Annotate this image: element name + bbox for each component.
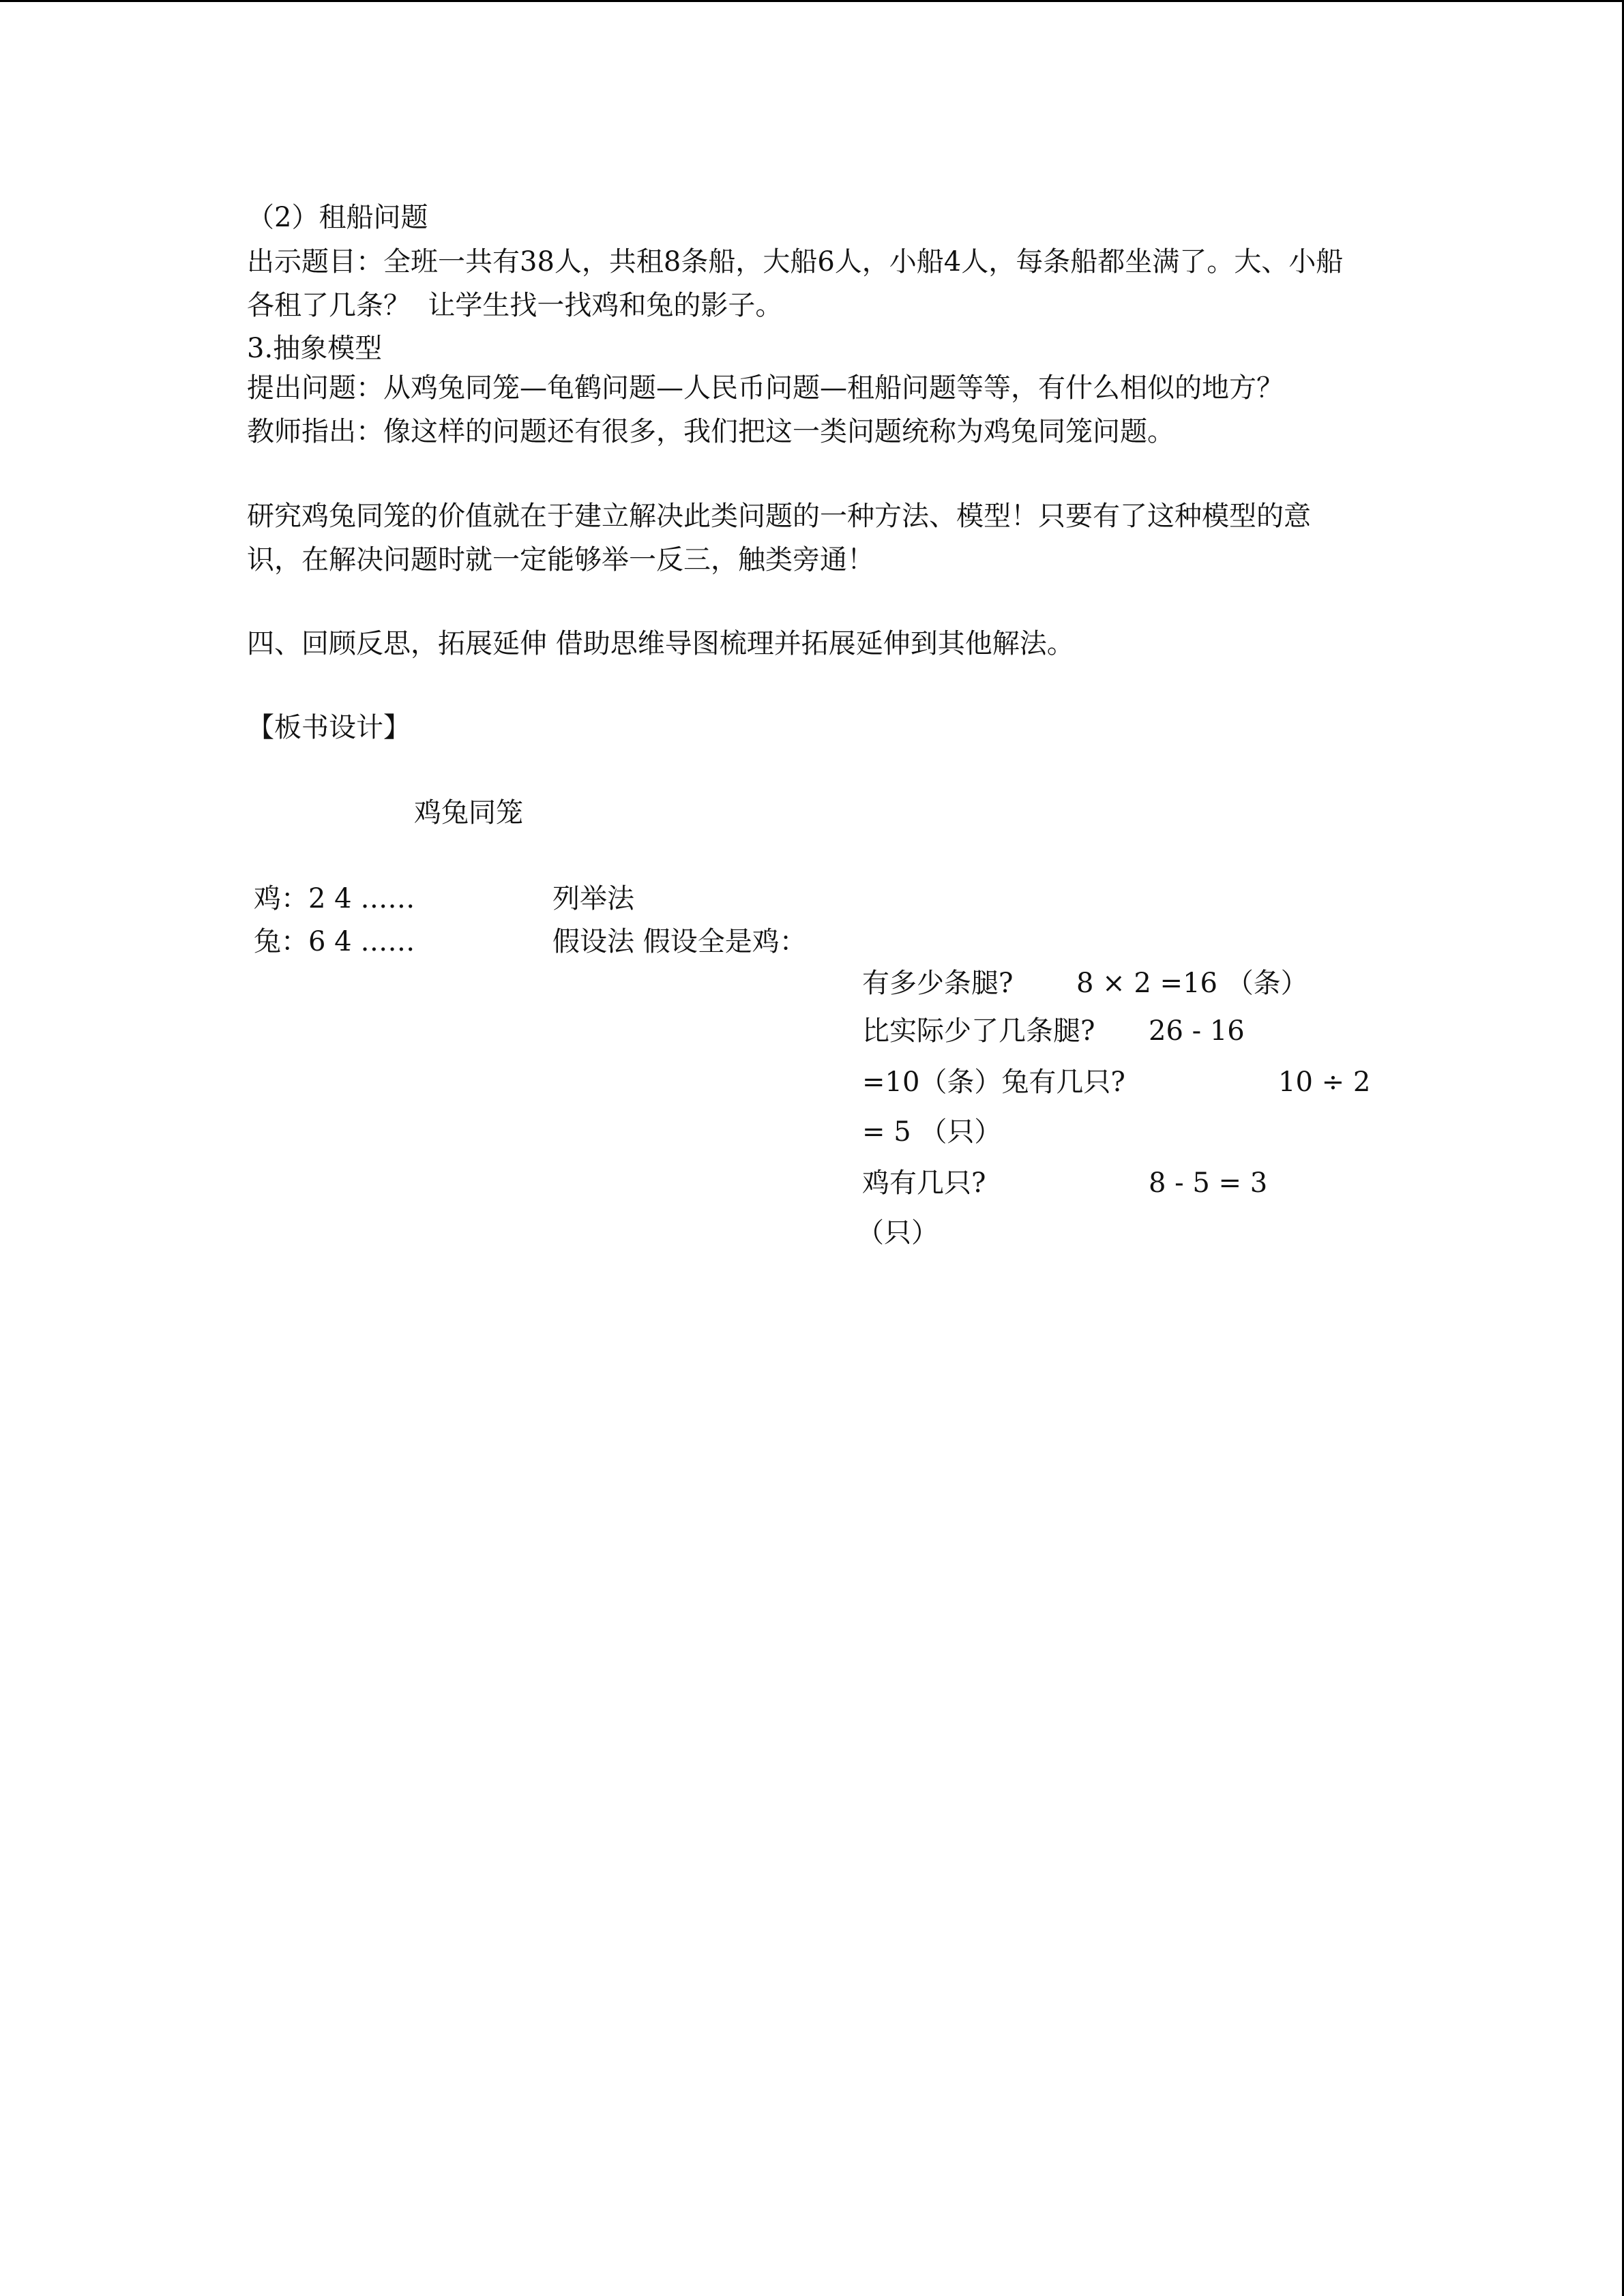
board-step4-formula: 8 - 5 = 3	[1149, 1167, 1268, 1199]
board-step1-question: 有多少条腿?	[862, 968, 1014, 999]
rent-boat-problem-line-1: 出示题目：全班一共有38人，共租8条船，大船6人，小船4人，每条船都坐满了。大、小船	[247, 246, 1344, 278]
board-step3-prefix: =10（条）兔有几只?	[862, 1067, 1125, 1098]
teacher-paragraph: 教师指出：像这样的问题还有很多，我们把这一类问题统称为鸡兔同笼问题。	[247, 416, 1175, 447]
board-step2-formula: 26 - 16	[1149, 1015, 1245, 1047]
board-method-assume: 假设法 假设全是鸡：	[552, 926, 807, 957]
review-paragraph: 四、回顾反思，拓展延伸 借助思维导图梳理并拓展延伸到其他解法。	[247, 628, 1074, 659]
rent-boat-problem-line-2: 各租了几条？ 让学生找一找鸡和兔的影子。	[247, 290, 783, 321]
board-step3-formula: 10 ÷ 2	[1278, 1067, 1371, 1098]
page-top-border	[0, 0, 1624, 2]
board-step4-unit: （只）	[857, 1217, 939, 1249]
board-chicken-row: 鸡：2 4 ……	[254, 883, 415, 914]
value-paragraph-line-2: 识，在解决问题时就一定能够举一反三，触类旁通！	[247, 544, 874, 576]
board-step3-result: = 5 （只）	[862, 1116, 1002, 1148]
board-step1-formula: 8 × 2 =16 （条）	[1076, 968, 1308, 999]
board-title: 鸡兔同笼	[414, 797, 523, 829]
board-step2-question: 比实际少了几条腿?	[862, 1015, 1095, 1047]
board-step4-question: 鸡有几只?	[862, 1167, 986, 1199]
board-rabbit-row: 兔：6 4 ……	[254, 926, 415, 957]
board-method-list: 列举法	[552, 883, 634, 914]
value-paragraph-line-1: 研究鸡兔同笼的价值就在于建立解决此类问题的一种方法、模型！只要有了这种模型的意	[247, 501, 1311, 532]
section-heading-rent-boat: （2）租船问题	[247, 202, 428, 233]
section-heading-abstract-model: 3.抽象模型	[247, 333, 383, 364]
question-paragraph: 提出问题：从鸡兔同笼—龟鹤问题—人民币问题—租船问题等等，有什么相似的地方？	[247, 372, 1284, 404]
board-design-heading: 【板书设计】	[247, 712, 411, 743]
